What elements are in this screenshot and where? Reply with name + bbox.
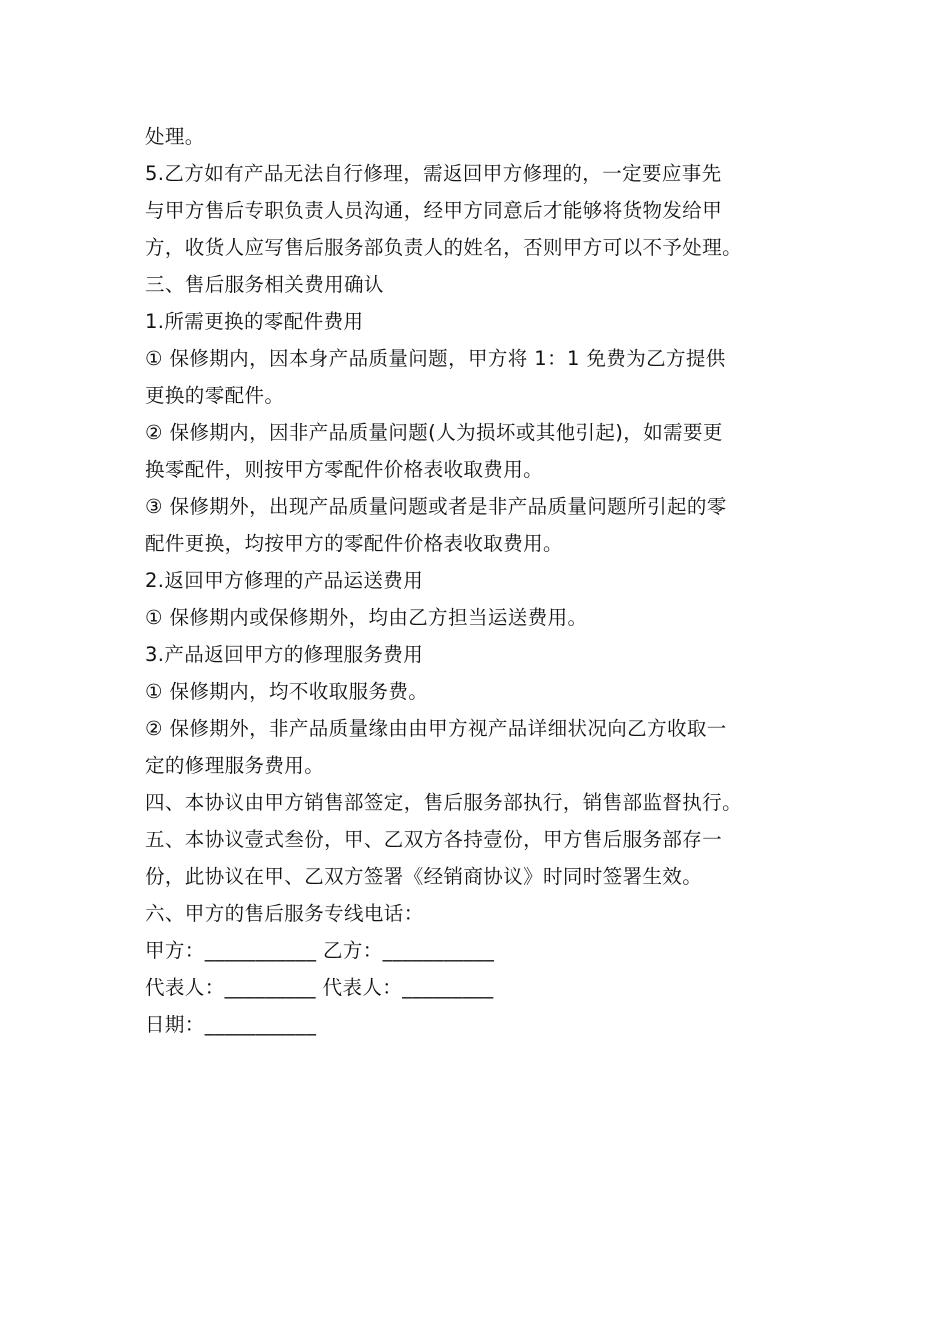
text-line: ① 保修期内或保修期外，均由乙方担当运送费用。 — [145, 606, 588, 629]
text-line: 更换的零配件。 — [145, 384, 285, 407]
text-line: ① 保修期内，均不收取服务费。 — [145, 680, 429, 703]
document-page — [145, 118, 810, 1043]
text-line: ① 保修期内，因本身产品质量问题，甲方将 1：1 免费为乙方提供 — [145, 347, 726, 370]
text-line: ② 保修期内，因非产品质量问题(人为损坏或其他引起)，如需要更 — [145, 421, 723, 444]
party-b-signature: 乙方：___________ — [322, 939, 495, 962]
subsection-heading: 2.返回甲方修理的产品运送费用 — [145, 569, 424, 592]
section-heading: 四、本协议由甲方销售部签定，售后服务部执行，销售部监督执行。 — [145, 791, 743, 814]
subsection-heading: 3.产品返回甲方的修理服务费用 — [145, 643, 424, 666]
text-line: 5.乙方如有产品无法自行修理，需返回甲方修理的，一定要应事先 — [145, 162, 722, 185]
party-a-signature: 甲方：___________ — [145, 939, 317, 962]
text-line: 与甲方售后专职负责人员沟通，经甲方同意后才能够将货物发给甲 — [145, 199, 723, 222]
signature-row-parties — [145, 932, 810, 969]
subsection-heading: 1.所需更换的零配件费用 — [145, 310, 364, 333]
text-line: 份，此协议在甲、乙双方签署《经销商协议》时同时签署生效。 — [145, 865, 703, 888]
representative-b-signature: 代表人：_________ — [322, 976, 494, 999]
signature-row-representatives — [145, 969, 810, 1006]
text-line: 定的修理服务费用。 — [145, 754, 325, 777]
section-heading: 五、本协议壹式叁份，甲、乙双方各持壹份，甲方售后服务部存一 — [145, 828, 723, 851]
section-heading: 六、甲方的售后服务专线电话： — [145, 902, 424, 925]
text-line: 换零配件，则按甲方零配件价格表收取费用。 — [145, 458, 544, 481]
representative-a-signature: 代表人：_________ — [145, 976, 316, 999]
text-line: 方，收货人应写售后服务部负责人的姓名，否则甲方可以不予处理。 — [145, 236, 743, 259]
date-signature: 日期：___________ — [145, 1013, 317, 1036]
text-line: ② 保修期外，非产品质量缘由由甲方视产品详细状况向乙方收取一 — [145, 717, 727, 740]
text-line: ③ 保修期外，出现产品质量问题或者是非产品质量问题所引起的零 — [145, 495, 727, 518]
signature-row-date — [145, 1006, 810, 1043]
text-line: 配件更换，均按甲方的零配件价格表收取费用。 — [145, 532, 563, 555]
text-line: 处理。 — [145, 125, 205, 148]
section-heading: 三、售后服务相关费用确认 — [145, 273, 384, 296]
